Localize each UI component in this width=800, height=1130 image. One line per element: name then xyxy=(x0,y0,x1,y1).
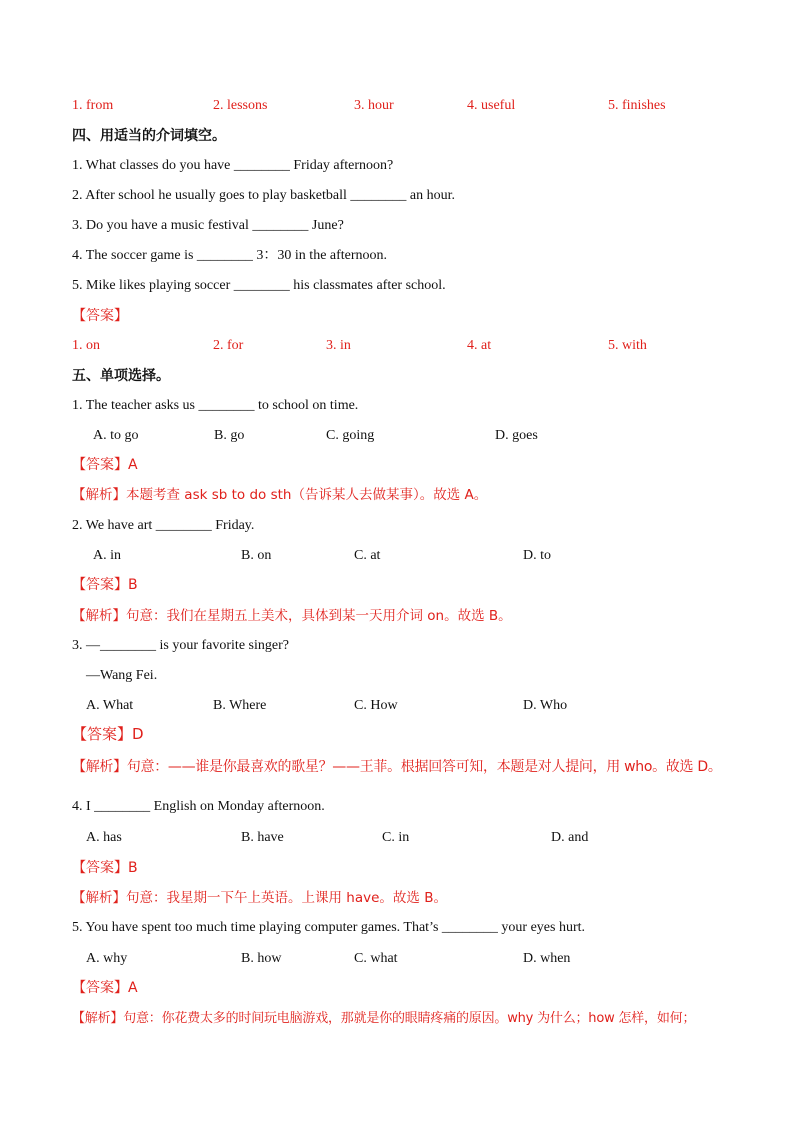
analysis-line: 【解析】句意：我们在星期五上美术，具体到某一天用介词 on。故选 B。 xyxy=(72,608,512,624)
option: D. goes xyxy=(495,428,538,443)
answer-item: 2. for xyxy=(213,338,244,353)
question-line: 3. Do you have a music festival ________ June? xyxy=(72,218,344,233)
question-line: 1. What classes do you have ________ Friday afternoon? xyxy=(72,158,394,173)
option: C. in xyxy=(382,830,410,845)
section5-heading: 五、单项选择。 xyxy=(72,368,170,384)
question-line: 1. The teacher asks us ________ to school on time. xyxy=(72,398,359,413)
answer-item: 2. lessons xyxy=(213,98,268,113)
option: D. Who xyxy=(523,698,568,713)
option: D. when xyxy=(523,951,571,966)
answer-item: 3. in xyxy=(326,338,351,353)
analysis-line: 【解析】句意：你花费太多的时间玩电脑游戏，那就是你的眼睛疼痛的原因。why 为什么；how 怎样，如何； xyxy=(72,1011,696,1026)
question-line: 2. We have art ________ Friday. xyxy=(72,518,255,533)
answer-item: 1. from xyxy=(72,98,114,113)
question-line: 5. Mike likes playing soccer ________ his classmates after school. xyxy=(72,278,446,293)
answer-item: 3. hour xyxy=(354,98,394,113)
section4-heading: 四、用适当的介词填空。 xyxy=(72,128,226,144)
question-line: 3. —________ is your favorite singer? xyxy=(72,638,289,653)
answer-item: 4. useful xyxy=(467,98,516,113)
option: B. have xyxy=(241,830,284,845)
option: D. and xyxy=(551,830,589,845)
question-line: 4. The soccer game is ________ 3：30 in the afternoon. xyxy=(72,248,388,263)
option: D. to xyxy=(523,548,551,563)
answer-line: 【答案】A xyxy=(72,980,138,996)
analysis-line: 【解析】句意：——谁是你最喜欢的歌星？——王菲。根据回答可知，本题是对人提问，用 who。故选 D。 xyxy=(72,759,722,775)
answer-line: 【答案】B xyxy=(72,860,138,876)
question-line: 4. I ________ English on Monday afternoon. xyxy=(72,799,325,814)
option: C. at xyxy=(354,548,381,563)
question-line: 2. After school he usually goes to play basketball ________ an hour. xyxy=(72,188,455,203)
analysis-line: 【解析】本题考查 ask sb to do sth（告诉某人去做某事）。故选 A。 xyxy=(72,487,488,503)
answer-item: 5. with xyxy=(608,338,647,353)
option: B. how xyxy=(241,951,282,966)
answer-line: 【答案】A xyxy=(72,457,138,473)
option: A. in xyxy=(93,548,121,563)
answer-label: 【答案】 xyxy=(72,308,128,324)
answer-line: 【答案】D xyxy=(72,725,144,743)
answer-line: 【答案】B xyxy=(72,577,138,593)
question-line: 5. You have spent too much time playing computer games. That’s ________ your eyes hurt. xyxy=(72,920,586,935)
option: A. to go xyxy=(93,428,139,443)
option: B. go xyxy=(214,428,245,443)
answer-item: 4. at xyxy=(467,338,492,353)
option: B. Where xyxy=(213,698,267,713)
option: C. going xyxy=(326,428,375,443)
answer-item: 5. finishes xyxy=(608,98,666,113)
option: C. How xyxy=(354,698,398,713)
answer-item: 1. on xyxy=(72,338,100,353)
option: B. on xyxy=(241,548,272,563)
option: A. What xyxy=(86,698,134,713)
analysis-line: 【解析】句意：我星期一下午上英语。上课用 have。故选 B。 xyxy=(72,890,447,906)
option: A. why xyxy=(86,951,128,966)
question-line: —Wang Fei. xyxy=(86,668,158,683)
option: C. what xyxy=(354,951,398,966)
option: A. has xyxy=(86,830,122,845)
